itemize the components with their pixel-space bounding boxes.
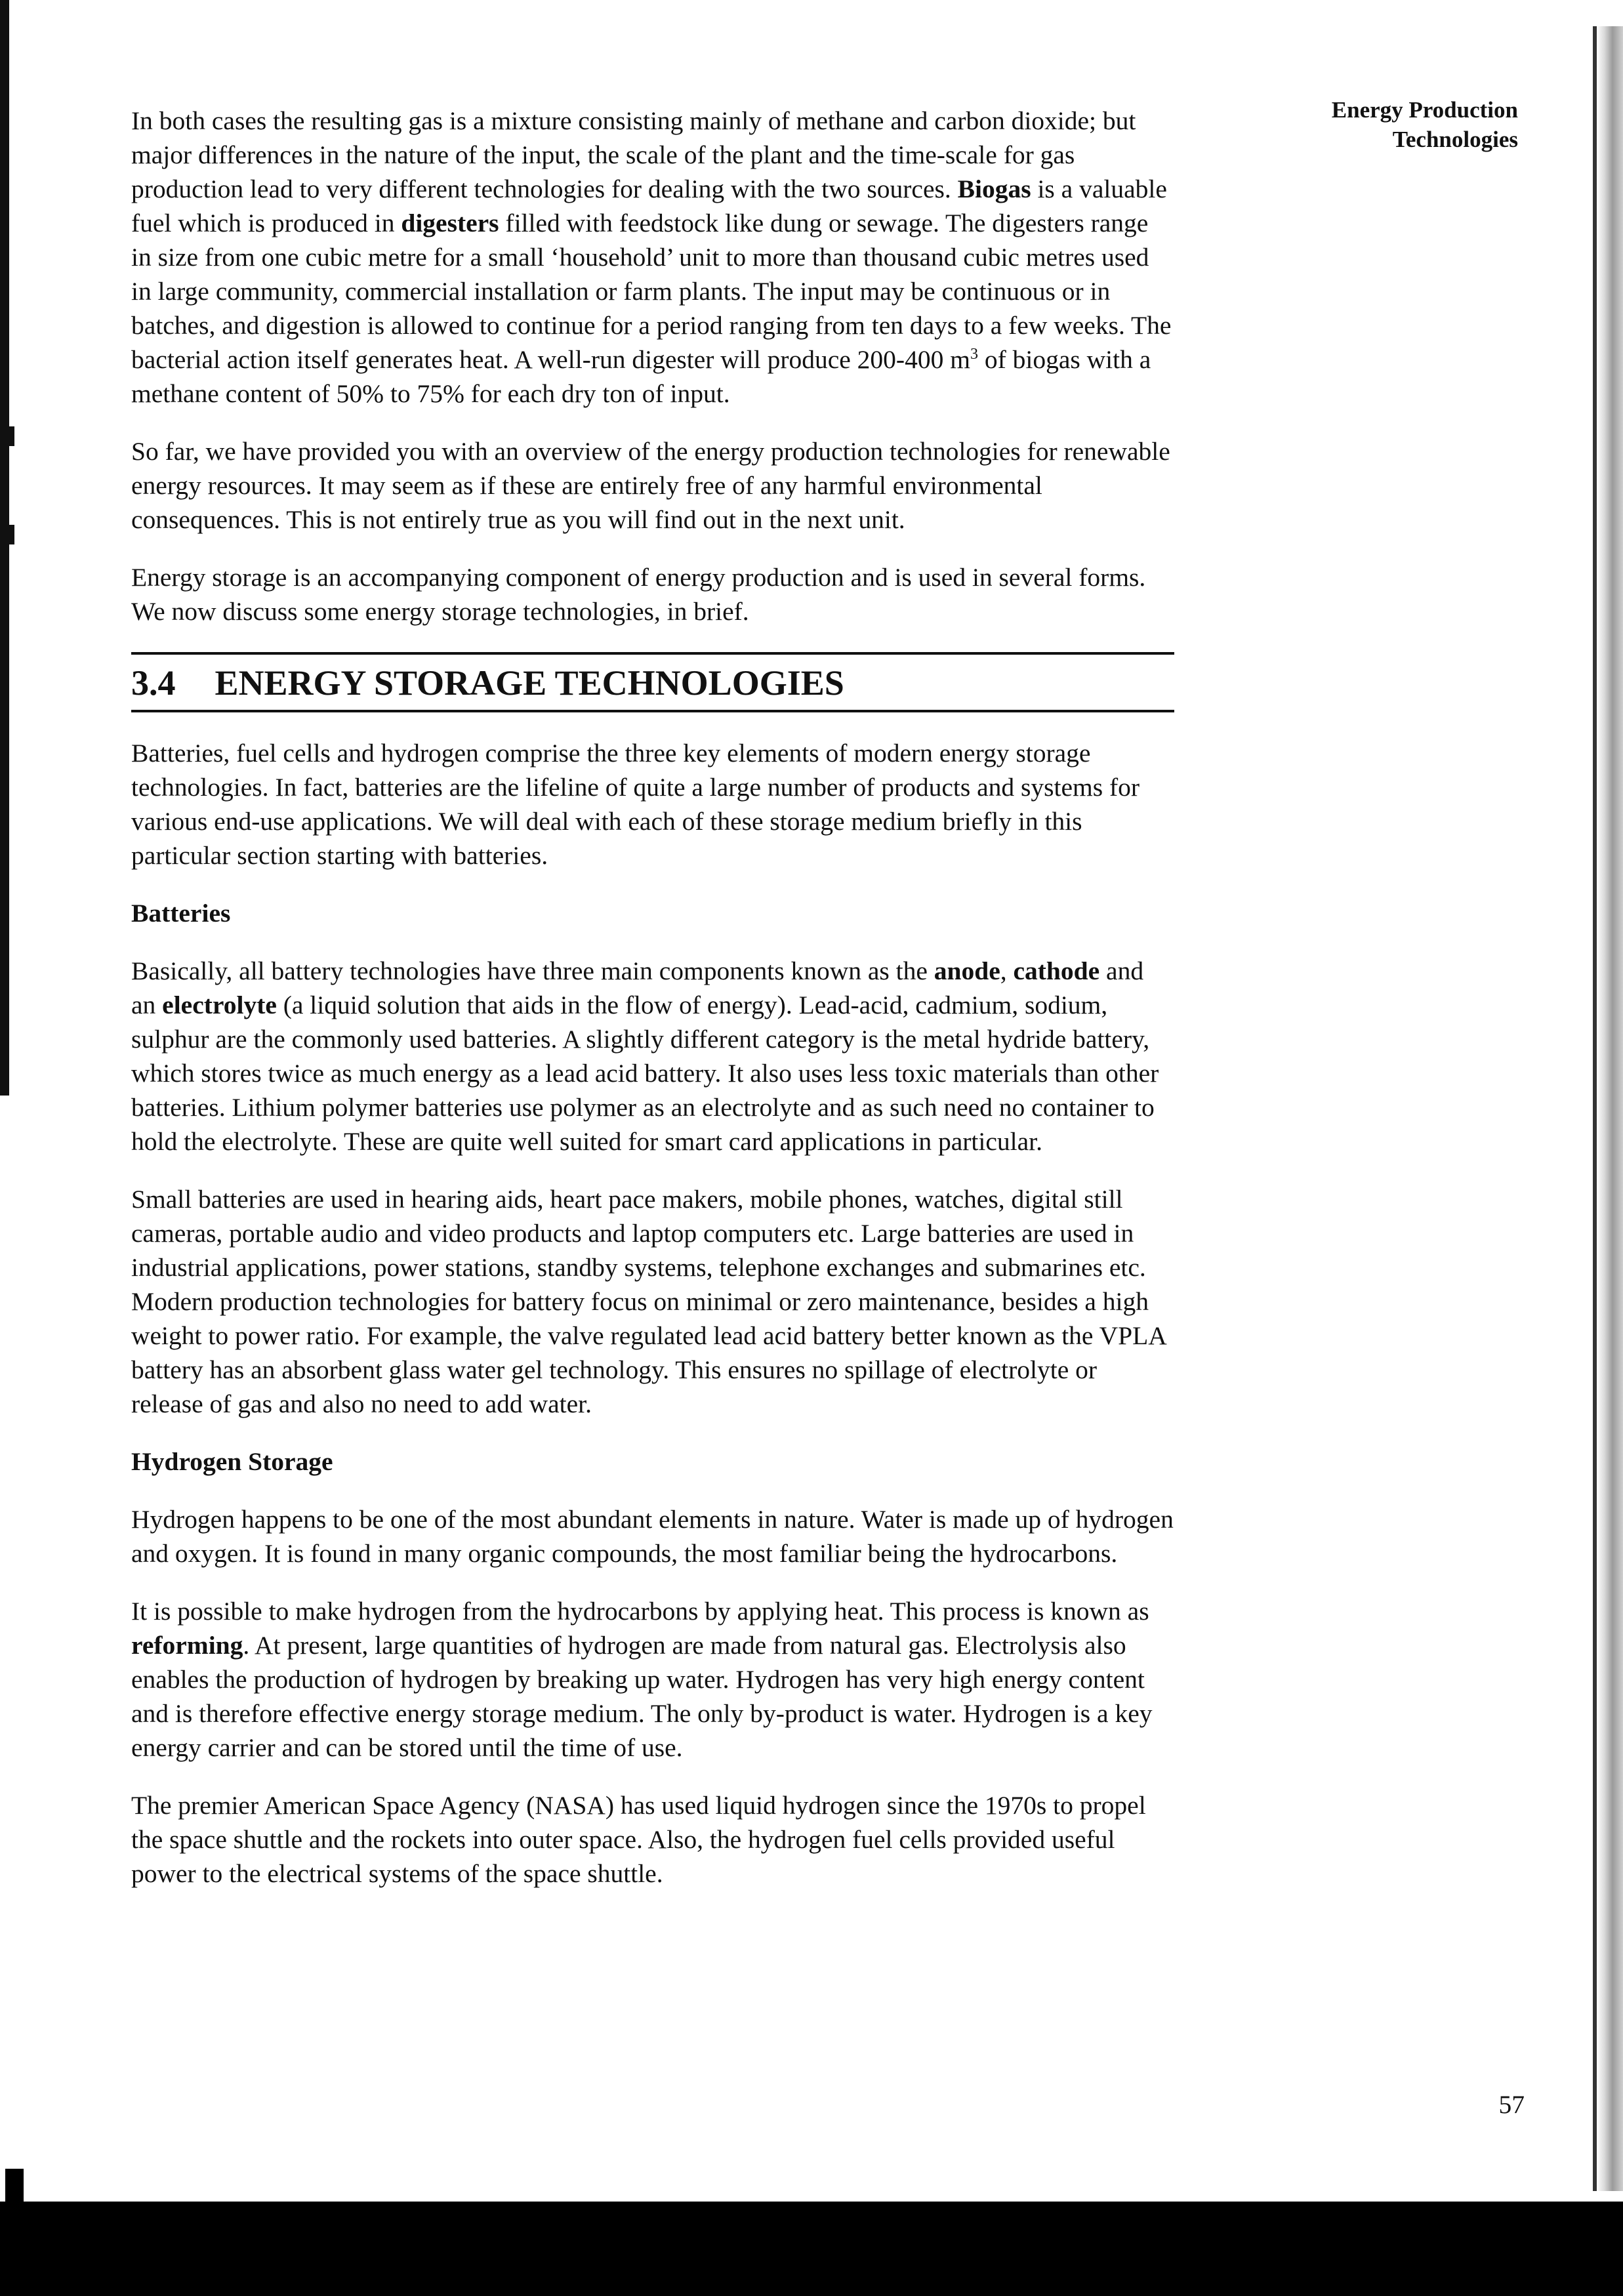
scan-edge-bottom <box>0 2202 1623 2296</box>
page-number: 57 <box>1498 2090 1525 2119</box>
text-run: It is possible to make hydrogen from the hydrocarbons by applying heat. This process is known as <box>131 1597 1149 1626</box>
term-cathode: cathode <box>1013 956 1100 985</box>
text-run: filled with feedstock like dung or sewage. The digesters range in size from one cubic metre for a small ‘household’ unit to more than thousand cubic metres used in large community, commercial installation or farm plants. The input may be continuous or in batches, and digestion is allowed to continue for a period ranging from ten days to a few weeks. The bacterial action itself generates heat. A well-run digester will produce 200-400 m <box>131 209 1172 374</box>
running-header-line2: Technologies <box>1392 127 1518 152</box>
paragraph-storage-intro: Energy storage is an accompanying component of energy production and is used in several forms. We now discuss some energy storage technologies, in brief. <box>131 563 1146 626</box>
scan-edge-left <box>0 0 9 1096</box>
scan-mark-left-2 <box>0 525 14 544</box>
section-number: 3.4 <box>131 663 176 703</box>
term-digesters: digesters <box>401 209 499 237</box>
subheading-batteries: Batteries <box>131 899 231 928</box>
section-heading <box>131 652 1174 712</box>
paragraph-overview: So far, we have provided you with an overview of the energy production technologies for renewable energy resources. It may seem as if these are entirely free of any harmful environmental consequences. This is not entirely true as you will find out in the next unit. <box>131 437 1170 534</box>
subheading-hydrogen-storage: Hydrogen Storage <box>131 1447 333 1476</box>
text-run: In both cases the resulting gas is a mixture consisting mainly of methane and carbon dioxide; but major differences in the nature of the input, the scale of the plant and the time-scale for gas production lead to very different technologies for dealing with the two sources. <box>131 106 1136 203</box>
superscript-cubed: 3 <box>970 345 978 363</box>
scan-edge-right <box>1597 26 1623 2191</box>
text-run: of biogas with a methane content of 50% to 75% for each dry ton of input. <box>131 345 1151 408</box>
text-run: (a liquid solution that aids in the flow of energy). Lead-acid, cadmium, sodium, sulphur are the commonly used batteries. A slightly different category is the metal hydride battery, which stores twice as much energy as a lead acid battery. It also uses less toxic materials than other batteries. Lithium polymer batteries use polymer as an electrolyte and as such need no container to hold the electrolyte. These are quite well suited for smart card applications in particular. <box>131 991 1159 1156</box>
section-title: ENERGY STORAGE TECHNOLOGIES <box>215 663 844 703</box>
paragraph-section-intro: Batteries, fuel cells and hydrogen comprise the three key elements of modern energy storage technologies. In fact, batteries are the lifeline of quite a large number of products and systems for various end-use applications. We will deal with each of these storage medium briefly in this particular section starting with batteries. <box>131 739 1140 870</box>
term-electrolyte: electrolyte <box>162 991 277 1019</box>
paragraph-hydrogen-reforming <box>131 1594 1174 1765</box>
term-reforming: reforming <box>131 1631 243 1660</box>
term-biogas: Biogas <box>957 174 1031 203</box>
text-run: Basically, all battery technologies have three main components known as the <box>131 956 934 985</box>
text-run: is a valuable fuel which is produced in <box>131 174 1167 237</box>
paragraph-nasa: The premier American Space Agency (NASA) has used liquid hydrogen since the 1970s to propel the space shuttle and the rockets into outer space. Also, the hydrogen fuel cells provided useful power to the electrical systems of the space shuttle. <box>131 1791 1146 1888</box>
paragraph-battery-components <box>131 954 1174 1158</box>
paragraph-hydrogen-abundance: Hydrogen happens to be one of the most abundant elements in nature. Water is made up of hydrogen and oxygen. It is found in many organic compounds, the most familiar being the hydrocarbons. <box>131 1505 1174 1568</box>
paragraph-battery-uses: Small batteries are used in hearing aids, heart pace makers, mobile phones, watches, digital still cameras, portable audio and video products and laptop computers etc. Large batteries are used in industrial applications, power stations, standby systems, telephone exchanges and submarines etc. Modern production technologies for battery focus on minimal or zero maintenance, besides a high weight to power ratio. For example, the valve regulated lead acid battery better known as the VPLA battery has an absorbent glass water gel technology. This ensures no spillage of electrolyte or release of gas and also no need to add water. <box>131 1185 1166 1418</box>
page-body <box>131 104 1174 1914</box>
running-header <box>1256 95 1518 154</box>
text-run: and an <box>131 956 1144 1019</box>
running-header-line1: Energy Production <box>1331 97 1518 123</box>
paragraph-biogas <box>131 104 1174 411</box>
term-anode: anode <box>934 956 1000 985</box>
text-run: . At present, large quantities of hydrogen are made from natural gas. Electrolysis also enables the production of hydrogen by breaking up water. Hydrogen has very high energy content and is therefore effective energy storage medium. The only by-product is water. Hydrogen is a key energy carrier and can be stored until the time of use. <box>131 1631 1153 1762</box>
text-run: , <box>1000 956 1014 985</box>
scan-mark-bottom <box>5 2169 24 2202</box>
scan-mark-left-1 <box>0 426 14 446</box>
